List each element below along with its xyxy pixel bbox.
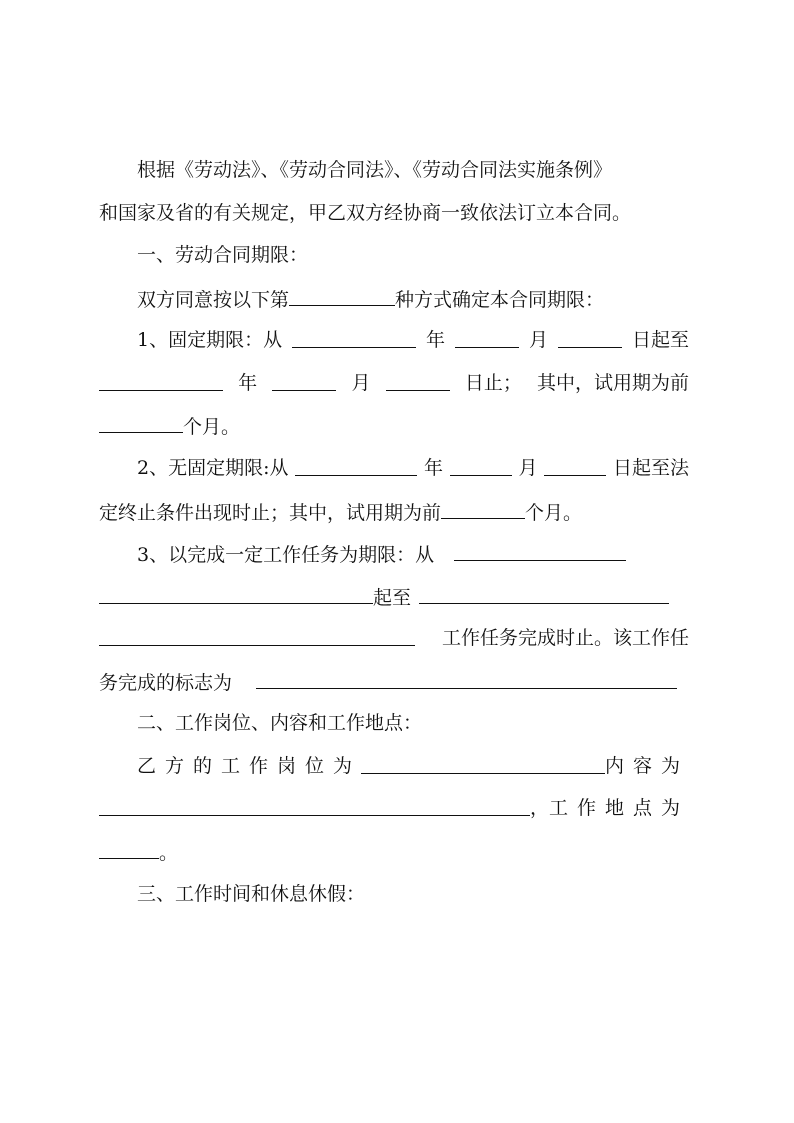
fixed-term-line-1 bbox=[137, 325, 689, 355]
fixed-end-year-blank[interactable] bbox=[99, 368, 223, 391]
fixed-probation-months-blank[interactable] bbox=[99, 410, 183, 433]
task-end-blank[interactable] bbox=[419, 581, 669, 604]
section-3-title-text: 三、工作时间和休息休假： bbox=[137, 883, 366, 905]
task-start-blank-cont[interactable] bbox=[99, 581, 373, 604]
task-completion-text: 工作任务完成时止。该工作任 bbox=[441, 627, 689, 649]
open-start-day-blank[interactable] bbox=[544, 453, 606, 476]
method-line bbox=[137, 283, 689, 313]
job-place-blank[interactable] bbox=[99, 836, 159, 859]
task-mark-label: 务完成的标志为 bbox=[99, 672, 233, 694]
fixed-start-year-blank[interactable] bbox=[292, 325, 416, 348]
fixed-day-start-label: 日起至 bbox=[631, 329, 689, 351]
section-1-title bbox=[137, 240, 689, 270]
open-probation-months-blank[interactable] bbox=[441, 496, 525, 519]
fixed-start-day-blank[interactable] bbox=[558, 325, 622, 348]
job-place-label: 工作地点为 bbox=[548, 797, 689, 819]
fixed-year-label: 年 bbox=[426, 329, 446, 351]
fixed-end-month-blank[interactable] bbox=[272, 368, 336, 391]
task-term-line-4 bbox=[99, 666, 693, 696]
fixed-end-day-blank[interactable] bbox=[386, 368, 450, 391]
fixed-end-month-label: 月 bbox=[351, 372, 371, 394]
job-line-1 bbox=[137, 751, 689, 781]
fixed-term-prefix: 1、固定期限：从 bbox=[137, 329, 283, 351]
intro-line-2 bbox=[99, 198, 689, 228]
job-post-label: 乙方的工作岗位为 bbox=[137, 755, 362, 777]
task-term-prefix: 3、以完成一定工作任务为期限：从 bbox=[137, 544, 435, 566]
task-mark-blank[interactable] bbox=[256, 666, 677, 689]
job-content-label: 内容为 bbox=[604, 755, 689, 777]
open-term-text: 定终止条件出现时止；其中，试用期为前 bbox=[99, 502, 442, 524]
method-number-blank[interactable] bbox=[289, 283, 395, 306]
section-1-title-text: 一、劳动合同期限： bbox=[137, 244, 309, 266]
method-suffix: 种方式确定本合同期限： bbox=[395, 289, 605, 311]
intro-line-1 bbox=[137, 155, 689, 185]
task-term-line-3 bbox=[99, 623, 689, 653]
section-2-title-text: 二、工作岗位、内容和工作地点： bbox=[137, 712, 423, 734]
open-month-label: 月 bbox=[518, 457, 538, 479]
task-end-blank-cont[interactable] bbox=[99, 623, 415, 646]
job-content-blank[interactable] bbox=[99, 793, 530, 816]
fixed-months-label: 个月。 bbox=[183, 416, 241, 438]
method-prefix: 双方同意按以下第 bbox=[137, 289, 290, 311]
job-post-blank[interactable] bbox=[361, 751, 605, 774]
job-line-2 bbox=[99, 793, 689, 823]
open-start-year-blank[interactable] bbox=[295, 453, 417, 476]
fixed-day-end-label: 日止； bbox=[464, 372, 522, 394]
fixed-start-month-blank[interactable] bbox=[455, 325, 519, 348]
task-term-line-2 bbox=[99, 581, 689, 611]
fixed-term-line-3 bbox=[99, 410, 689, 440]
job-end: 。 bbox=[159, 842, 179, 864]
open-day-start-label: 日起至法 bbox=[612, 457, 689, 479]
open-term-line-1 bbox=[137, 453, 689, 483]
task-term-line-1 bbox=[137, 538, 689, 568]
open-term-prefix: 2、无固定期限:从 bbox=[137, 457, 289, 479]
open-year-label: 年 bbox=[423, 457, 443, 479]
fixed-month-label: 月 bbox=[528, 329, 548, 351]
open-term-line-2 bbox=[99, 496, 689, 526]
fixed-probation-label: 其中，试用期为前 bbox=[536, 372, 689, 394]
section-2-title bbox=[137, 708, 689, 738]
intro-text-2: 和国家及省的有关规定，甲乙双方经协商一致依法订立本合同。 bbox=[99, 202, 632, 224]
task-start-blank[interactable] bbox=[454, 538, 626, 561]
job-comma: ， bbox=[529, 797, 549, 819]
job-line-3 bbox=[99, 836, 689, 866]
section-3-title bbox=[137, 879, 689, 909]
open-start-month-blank[interactable] bbox=[450, 453, 512, 476]
fixed-end-year-label: 年 bbox=[238, 372, 258, 394]
intro-text-1: 根据《劳动法》、《劳动合同法》、《劳动合同法实施条例》 bbox=[137, 159, 613, 181]
task-until-label: 起至 bbox=[373, 587, 412, 609]
fixed-term-line-2 bbox=[99, 368, 689, 398]
open-months-label: 个月。 bbox=[525, 502, 583, 524]
